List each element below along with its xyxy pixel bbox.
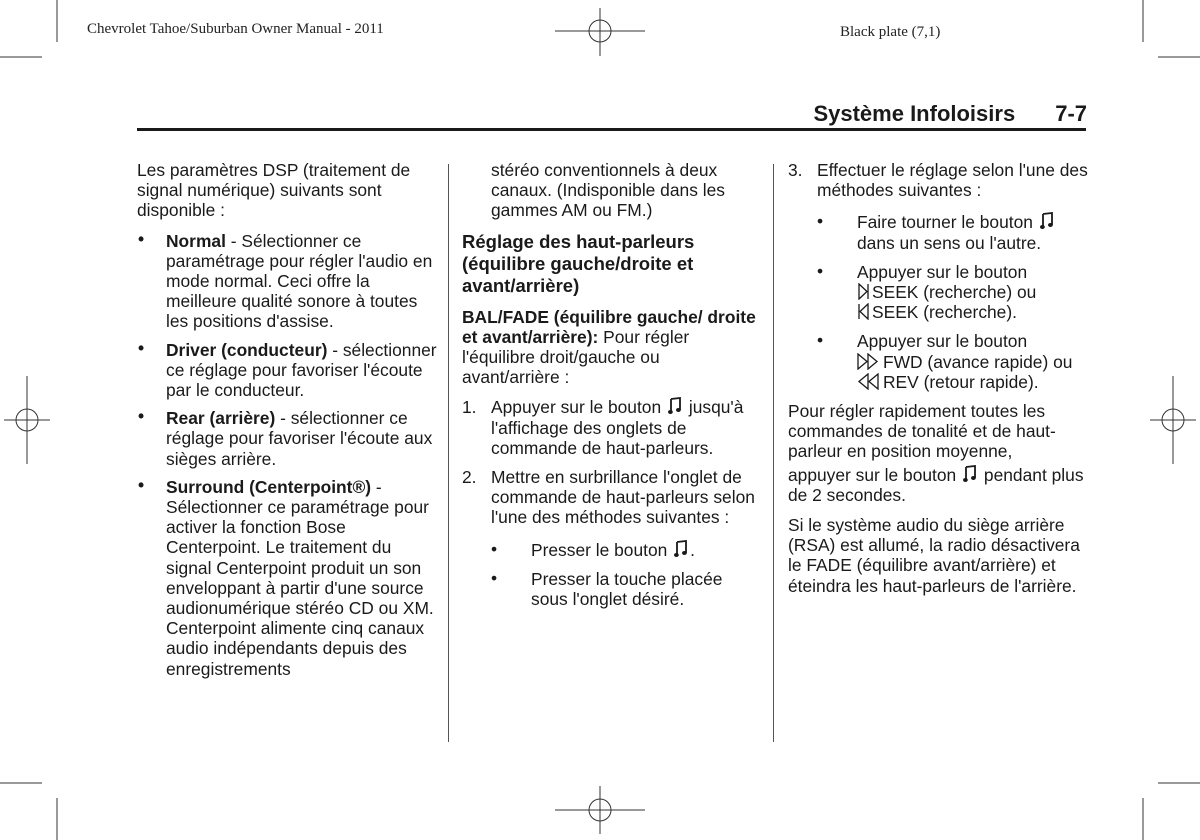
reset-text: appuyer sur le bouton [788, 464, 957, 485]
manual-title: Chevrolet Tahoe/Suburban Owner Manual - 2011 [87, 21, 384, 37]
music-note-icon [963, 465, 977, 483]
list-item [137, 228, 437, 332]
registration-mark-icon [4, 376, 50, 464]
bullet: • [138, 337, 145, 358]
column-divider [448, 164, 449, 742]
step-number: 3. [788, 160, 803, 180]
method-text: Appuyer sur le bouton [857, 331, 1028, 352]
column-right [788, 160, 1088, 606]
fwd-label: FWD (avance rapide) ou [883, 351, 1073, 372]
music-note-icon [668, 397, 682, 415]
dsp-description: - Sélectionner ce paramétrage pour activer la fonction Bose Centerpoint. Le traitement du signal Centerpoint produit un son enveloppant à partir d'une source audionumérique stéréo CD ou XM. Centerpoint alimente cinq canaux audio indépendants depuis des enregistrements [166, 476, 434, 679]
step-text: Effectuer le réglage selon l'une des méthodes suivantes : [817, 160, 1088, 201]
list-item [817, 262, 1088, 323]
list-item [137, 474, 437, 679]
bullet: • [491, 538, 498, 559]
reset-paragraph-cont [788, 465, 1088, 505]
dsp-term: Surround (Centerpoint®) [166, 476, 372, 497]
method-text: Presser le bouton [531, 539, 668, 560]
dsp-description: - Sélectionner ce paramétrage pour régler l'audio en mode normal. Ceci offre la meilleure qualité sonore à toutes les positions d'assise. [166, 230, 433, 332]
seek-label: SEEK (recherche) ou [872, 282, 1037, 303]
music-note-icon [1040, 212, 1054, 230]
dsp-term: Driver (conducteur) [166, 339, 328, 360]
list-item [817, 331, 1088, 392]
dsp-term: Rear (arrière) [166, 408, 276, 429]
reset-text: pendant plus de 2 secondes. [788, 464, 1084, 505]
seek-label: SEEK (recherche). [872, 302, 1017, 323]
method-text: . [690, 539, 695, 560]
bullet: • [138, 228, 145, 249]
fast-forward-icon [857, 353, 881, 370]
step-item [462, 467, 762, 528]
bullet: • [491, 567, 498, 588]
bullet: • [138, 474, 145, 495]
step-item [788, 160, 1088, 200]
list-item [491, 569, 762, 609]
rsa-paragraph: Si le système audio du siège arrière (RSA) est allumé, la radio désactivera le FADE (équilibre avant/arrière) et éteindra les haut-parleurs de l'arrière. [788, 515, 1080, 596]
rewind-icon [857, 373, 881, 390]
page-number: 7-7 [1055, 101, 1087, 126]
column-divider [773, 164, 774, 742]
registration-mark-icon [555, 786, 645, 834]
section-heading: Réglage des haut-parleurs (équilibre gauche/droite et avant/arrière) [462, 230, 695, 296]
list-item [491, 540, 762, 560]
method-text: Appuyer sur le bouton [857, 261, 1028, 282]
list-item [137, 408, 437, 469]
rev-label: REV (retour rapide). [883, 371, 1039, 392]
step-number: 2. [462, 467, 477, 488]
reset-paragraph [788, 401, 1088, 462]
seek-up-icon [857, 283, 870, 300]
bullet: • [817, 260, 824, 281]
registration-mark-icon [1150, 376, 1196, 464]
section-title: Système Infoloisirs [813, 101, 1016, 126]
bullet: • [138, 406, 145, 427]
step-number: 1. [462, 397, 477, 418]
step-text: Mettre en surbrillance l'onglet de commande de haut-parleurs selon l'une des méthodes suivantes : [491, 467, 755, 528]
balfade-text: Pour régler l'équilibre droit/gauche ou avant/arrière : [462, 326, 690, 388]
dsp-term: Normal [166, 230, 226, 251]
plate-label: Black plate (7,1) [840, 24, 941, 40]
header-rule [137, 128, 1086, 131]
column-middle [462, 160, 762, 618]
section-header [813, 101, 1087, 127]
continued-text: stéréo conventionnels à deux canaux. (Indisponible dans les gammes AM ou FM.) [491, 160, 725, 221]
list-item [137, 337, 437, 401]
step-text: Appuyer sur le bouton [491, 397, 662, 418]
intro-paragraph: Les paramètres DSP (traitement de signal numérique) suivants sont disponible : [137, 160, 411, 221]
bullet: • [817, 211, 824, 232]
balfade-term: BAL/FADE (équilibre gauche/ droite et avant/arrière): [462, 306, 756, 347]
dsp-description: - sélectionner ce réglage pour favoriser l'écoute aux sièges arrière. [166, 408, 433, 469]
method-text: Faire tourner le bouton [857, 212, 1033, 233]
step-text: jusqu'à l'affichage des onglets de commande de haut-parleurs. [491, 397, 744, 458]
step-item [462, 397, 762, 458]
balfade-paragraph [462, 307, 762, 388]
method-text: Presser la touche placée sous l'onglet désiré. [531, 568, 723, 610]
bullet: • [817, 330, 824, 351]
column-left [137, 160, 437, 687]
method-text: dans un sens ou l'autre. [857, 232, 1042, 253]
registration-mark-icon [555, 8, 645, 56]
seek-down-icon [857, 303, 870, 320]
list-item [817, 212, 1088, 252]
reset-text: Pour régler rapidement toutes les commandes de tonalité et de haut-parleur en position moyenne, [788, 401, 1056, 462]
music-note-icon [674, 540, 688, 558]
dsp-description: - sélectionner ce réglage pour favoriser l'écoute par le conducteur. [166, 339, 437, 401]
